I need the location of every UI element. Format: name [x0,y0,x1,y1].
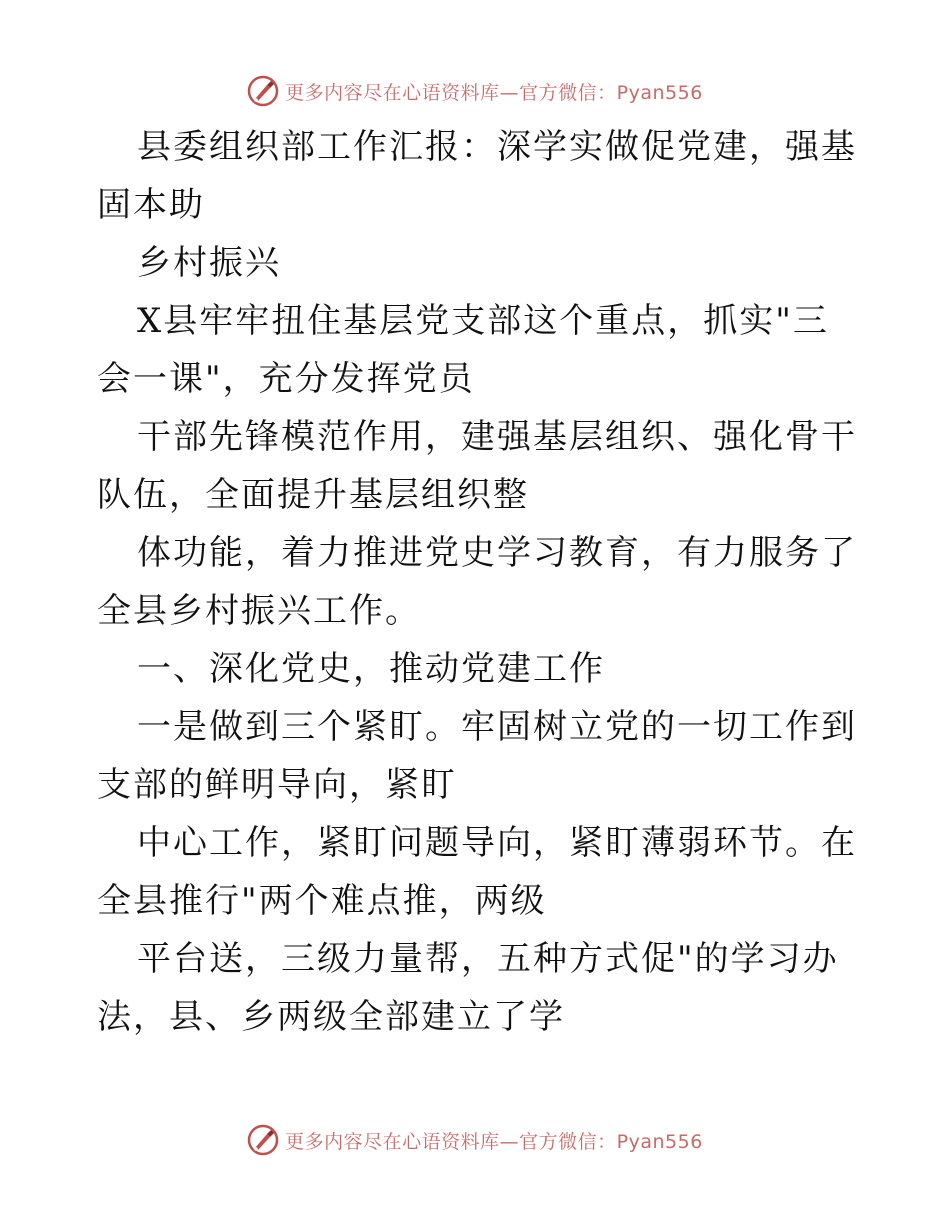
body-paragraph: 干部先锋模范作用，建强基层组织、强化骨干队伍，全面提升基层组织整 [97,417,857,515]
footer-banner [0,1120,950,1160]
body-paragraph: 一是做到三个紧盯。牢固树立党的一切工作到支部的鲜明导向，紧盯 [97,707,857,805]
document-title-line-2: 乡村振兴 [137,243,281,283]
section-heading: 一、深化党史，推动党建工作 [137,649,605,689]
body-paragraph: 体功能，着力推进党史学习教育，有力服务了全县乡村振兴工作。 [97,533,857,631]
pen-logo-icon [247,1124,279,1156]
body-paragraph: X县牢牢扭住基层党支部这个重点，抓实"三会一课"，充分发挥党员 [97,301,829,399]
document-title-line-1: 县委组织部工作汇报：深学实做促党建，强基固本助 [97,127,857,225]
header-banner [0,71,950,111]
footer-banner-text: 更多内容尽在心语资料库—官方微信：Pyan556 [285,1130,703,1153]
body-paragraph: 中心工作，紧盯问题导向，紧盯薄弱环节。在全县推行"两个难点推，两级 [97,823,857,921]
pen-logo-icon [247,75,279,107]
document-body [97,118,857,1046]
body-paragraph: 平台送，三级力量帮，五种方式促"的学习办法，县、乡两级全部建立了学 [97,939,839,1037]
header-banner-text: 更多内容尽在心语资料库—官方微信：Pyan556 [285,81,703,104]
